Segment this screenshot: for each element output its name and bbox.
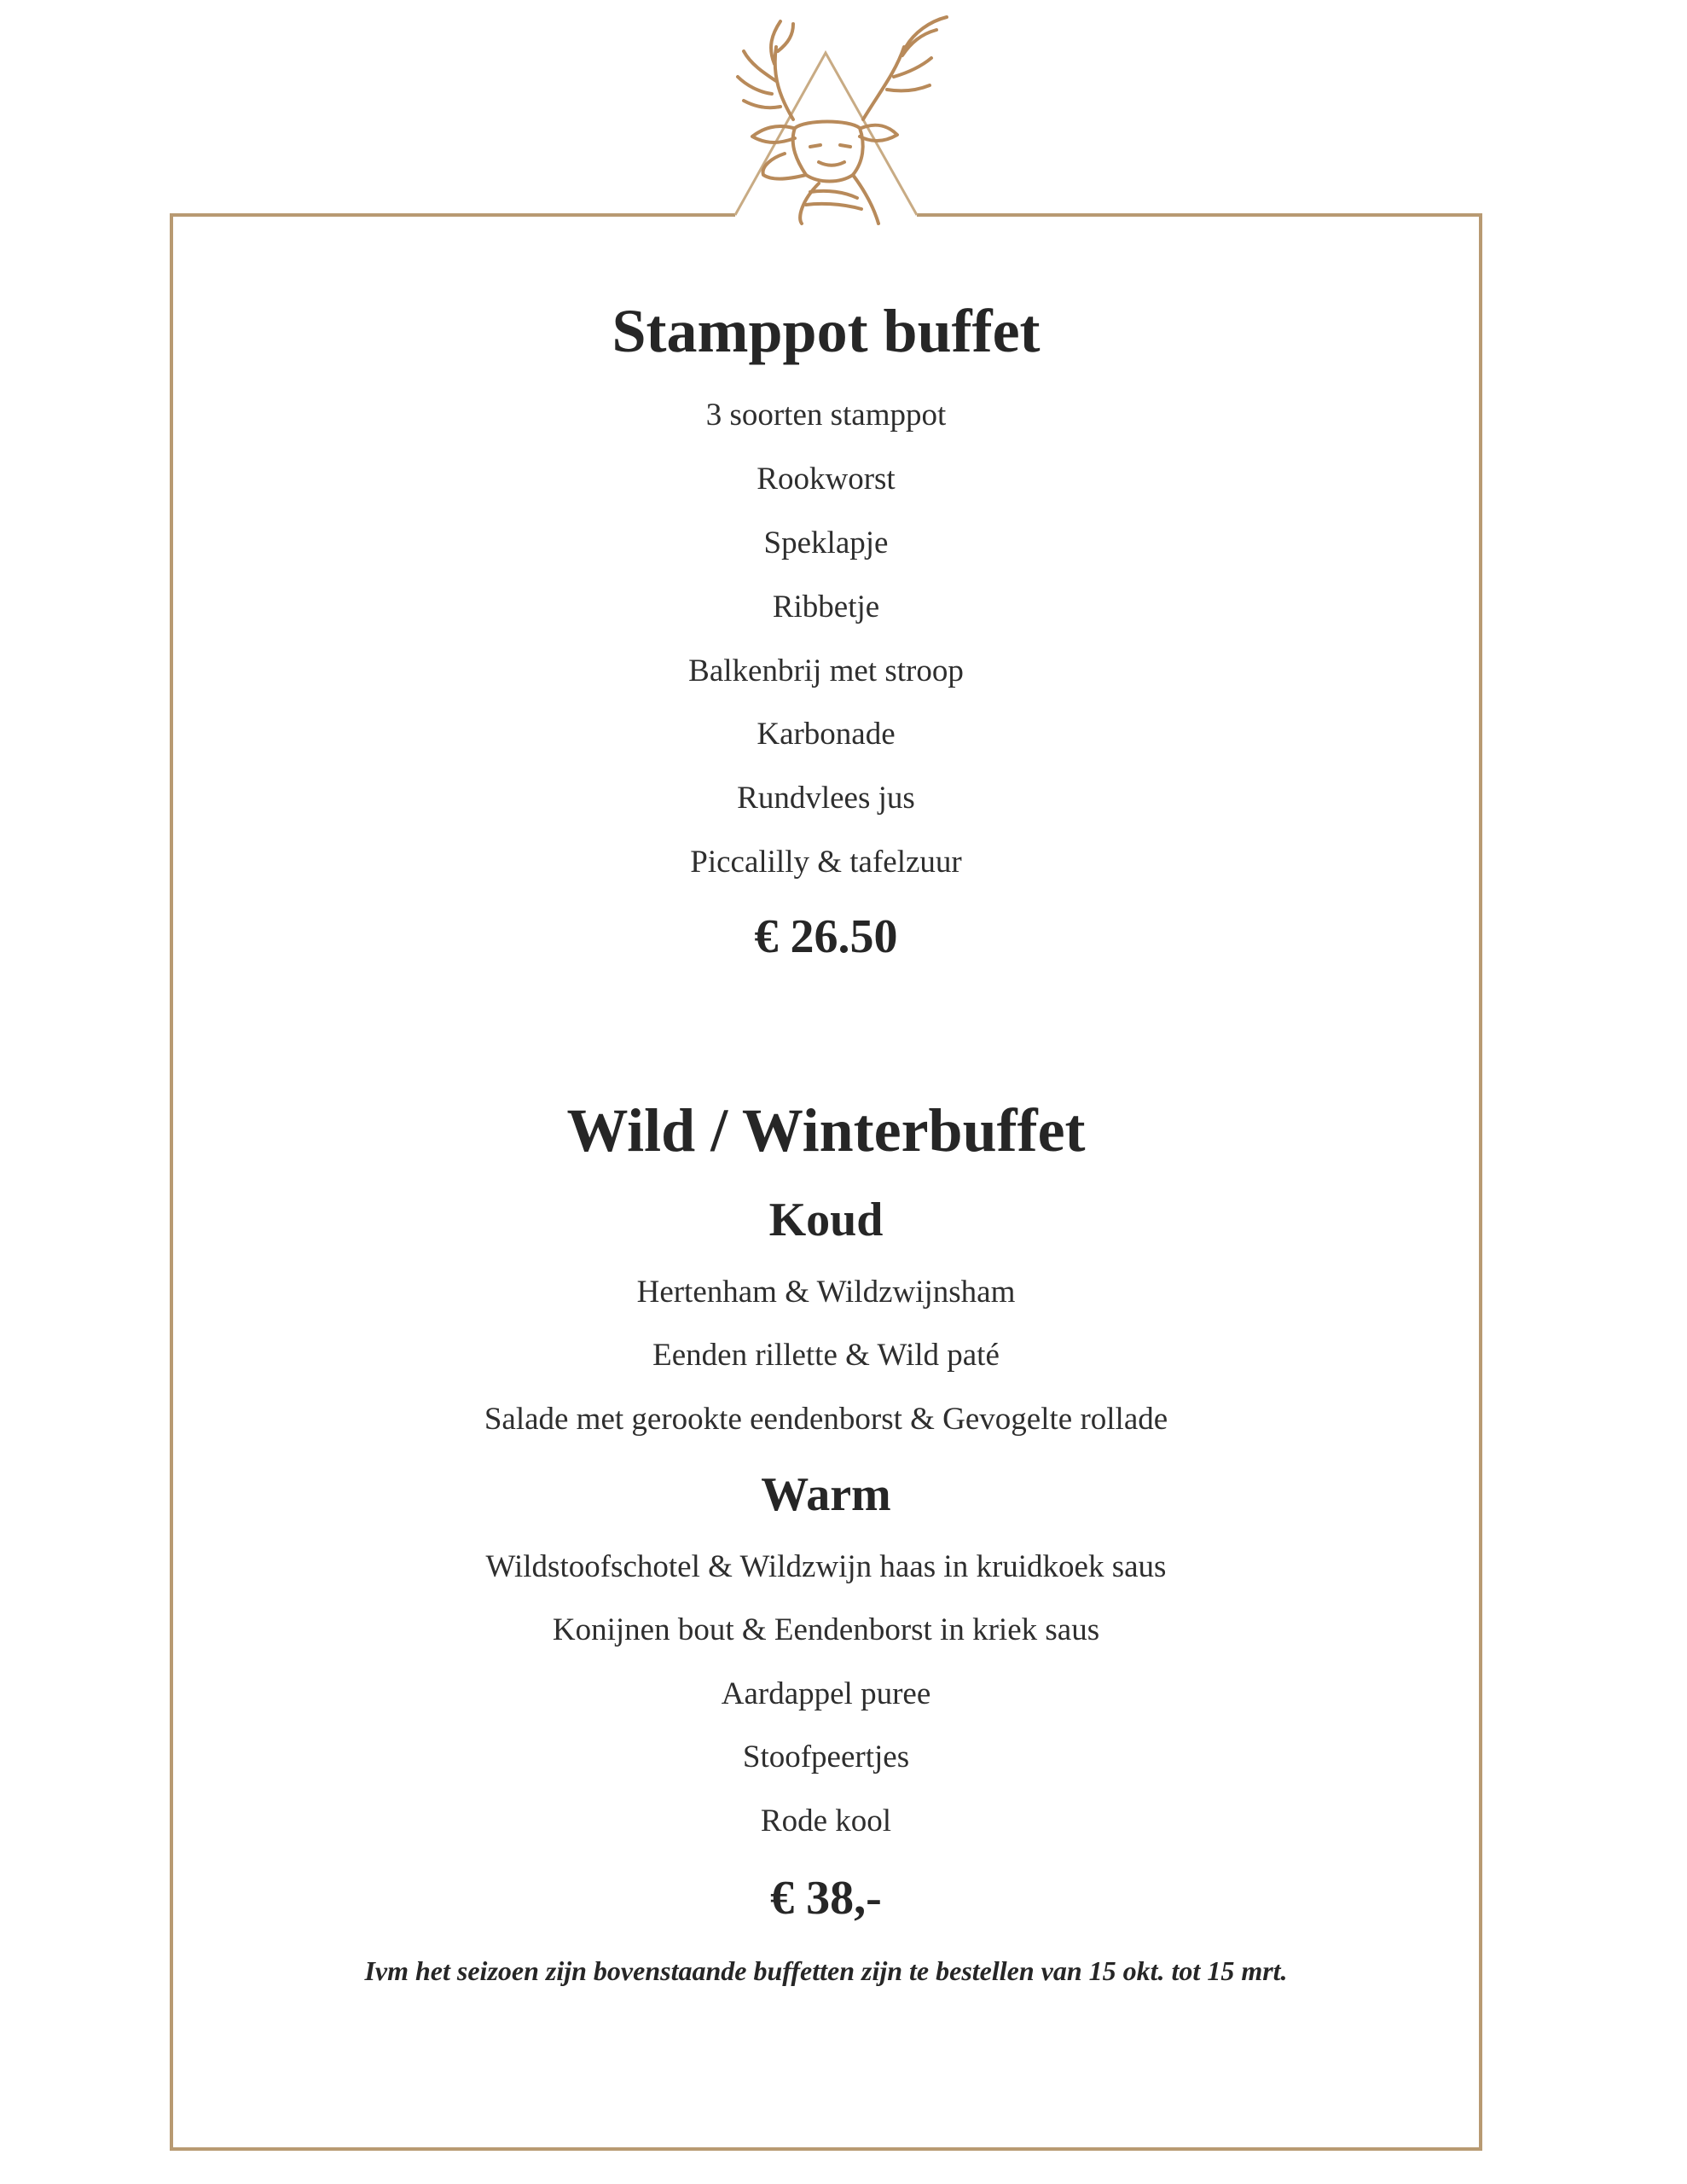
koud-item: Salade met gerookte eendenborst & Gevogelte rollade	[484, 1402, 1168, 1437]
warm-item: Rode kool	[760, 1804, 892, 1838]
frame-border	[171, 215, 1481, 2149]
season-note: Ivm het seizoen zijn bovenstaande buffetten zijn te bestellen van 15 okt. tot 15 mrt.	[364, 1955, 1288, 1986]
stamppot-item: Karbonade	[757, 717, 896, 752]
stamppot-item: 3 soorten stamppot	[705, 398, 947, 433]
stamppot-item: Balkenbrij met stroop	[688, 653, 964, 688]
stamppot-item: Rundvlees jus	[737, 781, 915, 816]
stamppot-item: Speklapje	[763, 526, 889, 561]
koud-item: Eenden rillette & Wild paté	[652, 1338, 1000, 1373]
warm-item: Stoofpeertjes	[742, 1740, 910, 1774]
warm-heading: Warm	[761, 1468, 891, 1521]
wild-title: Wild / Winterbuffet	[566, 1096, 1086, 1165]
stamppot-item: Ribbetje	[772, 590, 880, 624]
stamppot-item: Rookworst	[757, 462, 896, 497]
koud-item: Hertenham & Wildzwijnsham	[636, 1275, 1016, 1310]
warm-item: Wildstoofschotel & Wildzwijn haas in kruidkoek saus	[485, 1549, 1167, 1584]
stamppot-price: € 26.50	[754, 910, 898, 963]
koud-heading: Koud	[768, 1194, 884, 1246]
stamppot-item: Piccalilly & tafelzuur	[690, 845, 962, 880]
warm-item: Konijnen bout & Eendenborst in kriek saus	[552, 1612, 1100, 1647]
wild-price: € 38,-	[770, 1872, 882, 1925]
warm-item: Aardappel puree	[721, 1676, 931, 1711]
stamppot-title: Stamppot buffet	[612, 297, 1041, 365]
frame-notch-triangle	[735, 53, 917, 215]
stag-head-icon	[738, 17, 947, 224]
